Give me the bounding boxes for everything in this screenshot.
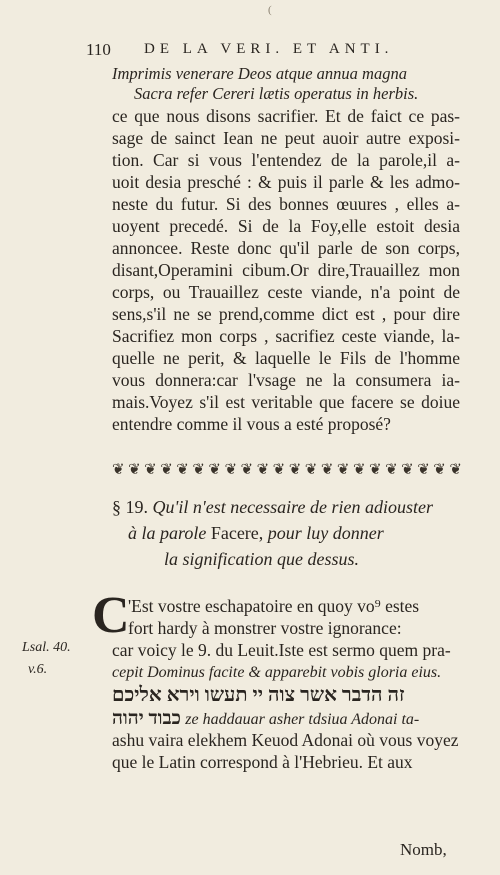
para1-line-9: corps, ou Trauaillez ceste viande, n'a point de [112,282,460,302]
section-heading-line-1 [112,497,433,518]
para1-line-1: ce que nous disons sacrifier. Et de faict ce pas- [112,106,460,126]
para1-line-7: annoncee. Reste donc qu'il parle de son corps, [112,238,460,258]
page-number: 110 [86,40,111,59]
para2-line-3: car voicy le 9. du Leuit.Iste est sermo quem pra- [112,640,451,660]
para1-line-15: entendre comme il vous a esté proposé? [112,414,391,434]
hebrew-fragment: כבוד יהוה [112,708,181,729]
running-head: DE LA VERI. ET ANTI. [144,41,394,57]
ornament-glyph: ❦ [433,461,446,478]
para2-line-4: cepit Dominus facite & apparebit vobis gloria eius. [112,664,442,681]
ornament-glyph: ❦ [128,461,141,478]
catchword: Nomb, [400,840,447,859]
top-mark: ( [268,4,272,16]
para2-line-7: ashu vaira elekhem Keuod Adonai où vous voyez [112,730,459,750]
para1-line-11: Sacrifiez mon corps , sacrifiez ceste viande, la- [112,326,460,346]
para2-line-6 [112,708,419,730]
section-heading-line-3: la signification que dessus. [164,549,359,569]
ornament-glyph: ❦ [256,461,270,478]
ornament-glyph: ❦ [401,461,414,478]
para1-line-4: uoit desia presché : & puis il parle & les admo- [112,172,460,192]
ornament-glyph: ❦ [288,461,302,478]
ornamental-band [112,460,462,480]
section-title-2b: Facere, [210,523,264,543]
ornament-glyph: ❦ [224,461,238,478]
ornament-glyph: ❦ [112,461,125,478]
para1-line-3: tion. Car si vous l'entendez de la parole,il a- [112,150,460,170]
para2-line-2: fort hardy à monstrer vostre ignorance: [128,618,402,638]
page-header [82,40,472,62]
ornament-glyph: ❦ [144,461,157,478]
ornament-glyph: ❦ [160,461,173,478]
drop-capital: C [92,587,130,644]
verse-line-1: Imprimis venerare Deos atque annua magna [112,64,407,83]
para1-line-8: disant,Operamini cibum.Or dire,Trauaillez mon [112,260,460,280]
para1-line-13: vous donnera:car l'vsage ne la consumera ia- [112,370,460,390]
section-title-2a: à la parole [128,523,207,543]
para1-line-14: mais.Voyez s'il est veritable que facere se doiue [112,392,460,412]
section-number: § 19. [112,497,148,517]
ornament-glyph: ❦ [240,461,254,478]
ornament-glyph: ❦ [336,461,350,478]
ornament-glyph: ❦ [369,461,382,478]
para1-line-2: sage de sainct Iean ne peut auoir autre exposi- [112,128,460,148]
ornament-glyph: ❦ [385,461,398,478]
ornament-glyph: ❦ [208,461,221,478]
ornament-glyph: ❦ [352,461,366,478]
section-title-1: Qu'il n'est necessaire de rien adiouster [152,497,433,517]
ornament-glyph: ❦ [192,461,205,478]
hebrew-line: זה הדבר אשר צוה יי תעשו וירא אליכם [112,684,405,706]
margin-reference-2: v.6. [28,662,48,677]
section-heading-line-2 [128,523,384,544]
transliteration-1: ze haddauar asher tdsiua Adonai ta- [185,711,420,728]
para1-line-12: quelle ne perit, & laquelle le Fils de l'homme [112,348,460,368]
ornament-glyph: ❦ [304,461,318,478]
ornament-glyph: ❦ [417,461,430,478]
ornament-glyph: ❦ [449,461,462,478]
para1-line-6: uoyent precedé. Si de la Foy,elle estoit desia [112,216,460,236]
verse-line-2: Sacra refer Cereri lætis operatus in herbis. [134,84,419,103]
margin-reference-1: Lsal. 40. [22,640,71,655]
ornament-glyph: ❦ [176,461,189,478]
para2-line-1: 'Est vostre eschapatoire en quoy vo⁹ estes [128,596,420,616]
para2-line-8: que le Latin correspond à l'Hebrieu. Et aux [112,752,413,772]
ornament-glyph: ❦ [272,461,286,478]
para1-line-5: neste du futur. Si des bonnes œuures , elles a- [112,194,460,214]
para1-line-10: sens,s'il ne se prend,comme dict est , pour dire [112,304,460,324]
ornament-glyph: ❦ [320,461,334,478]
section-title-2c: pour luy donner [267,523,384,543]
